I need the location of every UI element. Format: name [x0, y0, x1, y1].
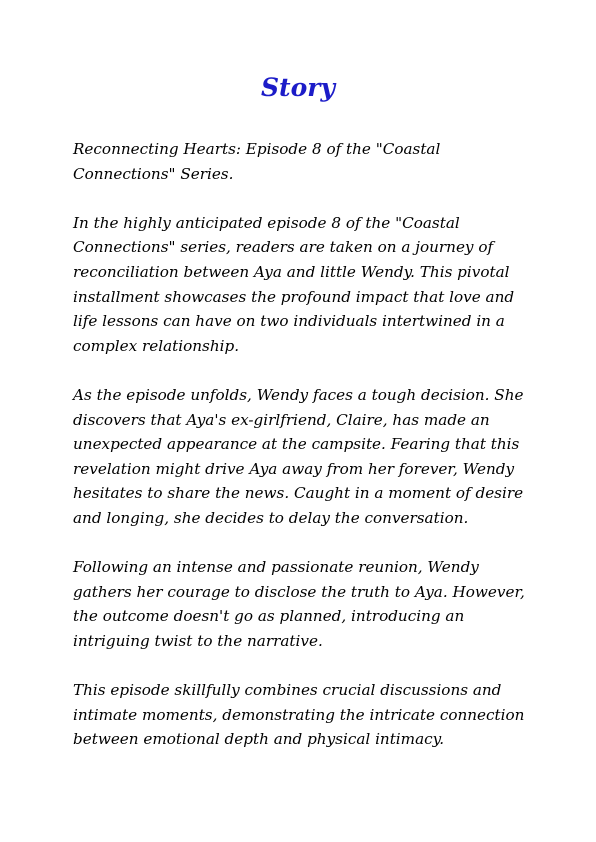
story-body [73, 137, 535, 752]
story-paragraph-reunion: Following an intense and passionate reunion, Wendy gathers her courage to disclose the truth to Aya. However, the outcome doesn't go as planned, introducing an intriguing twist to the narrative. [73, 558, 525, 650]
story-heading-paragraph: Reconnecting Hearts: Episode 8 of the "Coastal Connections" Series. [73, 140, 441, 183]
story-paragraph-intro: In the highly anticipated episode 8 of the "Coastal Connections" series, readers are taken on a journey of reconciliation between Aya and little Wendy. This pivotal installment showcases the profound impact that love and life lessons can have on two individuals intertwined in a complex relationship. [73, 213, 515, 355]
story-paragraph-decision: As the episode unfolds, Wendy faces a tough decision. She discovers that Aya's ex-girlfriend, Claire, has made an unexpected appearance at the campsite. Fearing that this revelation might drive Aya away from her forever, Wendy hesitates to share the news. Caught in a moment of desire and longing, she decides to delay the conversation. [73, 385, 524, 527]
story-paragraph-conclusion: This episode skillfully combines crucial discussions and intimate moments, demonstrating the intricate connection between emotional depth and physical intimacy. [73, 681, 525, 749]
page-title: Story [261, 73, 335, 102]
